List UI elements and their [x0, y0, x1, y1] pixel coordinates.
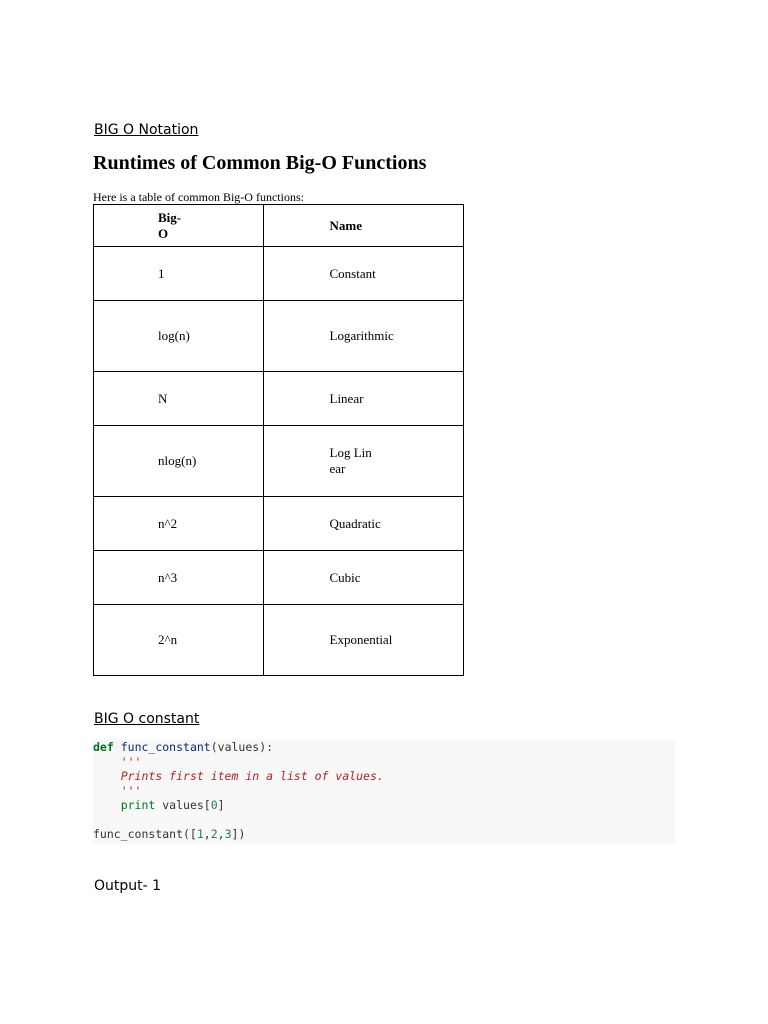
cell-name: Linear: [263, 372, 464, 426]
code-line-blank: [93, 813, 675, 828]
big-o-table: [93, 204, 464, 676]
cell-big-o: N: [94, 372, 264, 426]
table-row: [94, 605, 464, 676]
code-line: ''': [120, 783, 142, 798]
output-label: Output- 1: [94, 878, 162, 894]
cell-name: Quadratic: [263, 497, 464, 551]
code-line: def func_constant(values):: [93, 740, 274, 754]
cell-name: Cubic: [263, 551, 464, 605]
page-title: Runtimes of Common Big-O Functions: [93, 152, 427, 174]
cell-name: Exponential: [263, 605, 464, 676]
section-heading-big-o-constant[interactable]: BIG O constant: [94, 711, 200, 727]
section-heading-big-o-notation[interactable]: BIG O Notation: [94, 122, 199, 138]
code-block: [93, 740, 675, 844]
cell-big-o: 1: [94, 247, 264, 301]
code-line: print values[0]: [120, 798, 225, 812]
table-row: [94, 301, 464, 372]
header-name: Name: [263, 205, 464, 247]
code-line: func_constant([1,2,3]): [93, 827, 246, 841]
header-big-o: Big-O: [94, 205, 264, 247]
code-line: ''': [120, 754, 142, 769]
table-row: [94, 551, 464, 605]
cell-name: Log Linear: [263, 426, 464, 497]
cell-big-o: nlog(n): [94, 426, 264, 497]
table-row: [94, 497, 464, 551]
cell-big-o: n^3: [94, 551, 264, 605]
intro-text: Here is a table of common Big-O functions:: [93, 190, 304, 204]
code-line: Prints first item in a list of values.: [120, 769, 384, 783]
cell-name: Constant: [263, 247, 464, 301]
cell-big-o: log(n): [94, 301, 264, 372]
table-row: [94, 372, 464, 426]
cell-name: Logarithmic: [263, 301, 464, 372]
table-row: [94, 426, 464, 497]
table-row: [94, 247, 464, 301]
cell-big-o: 2^n: [94, 605, 264, 676]
cell-big-o: n^2: [94, 497, 264, 551]
table-header-row: [94, 205, 464, 247]
